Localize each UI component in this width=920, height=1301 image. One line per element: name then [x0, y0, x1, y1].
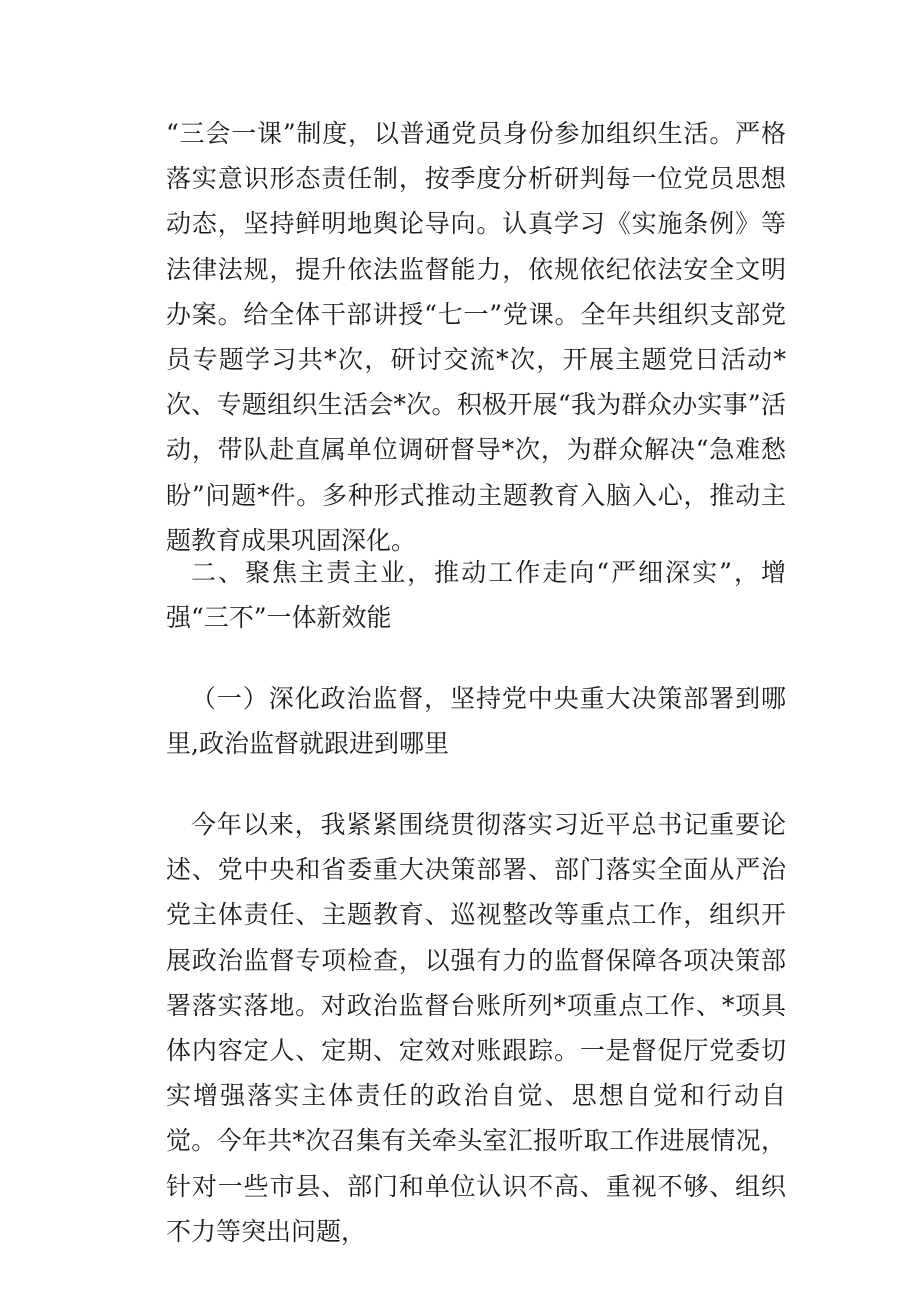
section-heading-2: 二、聚焦主责主业，推动工作走向“严细深实”，增强“三不”一体新效能: [166, 558, 786, 633]
subsection-heading-1: （一）深化政治监督，坚持党中央重大决策部署到哪里,政治监督就跟进到哪里: [166, 684, 786, 759]
body-paragraph-2: 今年以来，我紧紧围绕贯彻落实习近平总书记重要论述、党中央和省委重大决策部署、部门落实全面从严治党主体责任、主题教育、巡视整改等重点工作，组织开展政治监督专项检查，以强有力的监督保障各项决策部署落实落地。对政治监督台账所列*项重点工作、*项具体内容定人、定期、定效对账跟踪。一是督促厅党委切实增强落实主体责任的政治自觉、思想自觉和行动自觉。今年共*次召集有关牵头室汇报听取工作进展情况，针对一些市县、部门和单位认识不高、重视不够、组织不力等突出问题，: [166, 810, 786, 1246]
body-paragraph-1: “三会一课”制度，以普通党员身份参加组织生活。严格落实意识形态责任制，按季度分析研判每一位党员思想动态，坚持鲜明地舆论导向。认真学习《实施条例》等法律法规，提升依法监督能力，依规依纪依法安全文明办案。给全体干部讲授“七一”党课。全年共组织支部党员专题学习共*次，研讨交流*次，开展主题党日活动*次、专题组织生活会*次。积极开展“我为群众办实事”活动，带队赴直属单位调研督导*次，为群众解决“急难愁盼”问题*件。多种形式推动主题教育入脑入心，推动主题教育成果巩固深化。: [166, 119, 786, 555]
